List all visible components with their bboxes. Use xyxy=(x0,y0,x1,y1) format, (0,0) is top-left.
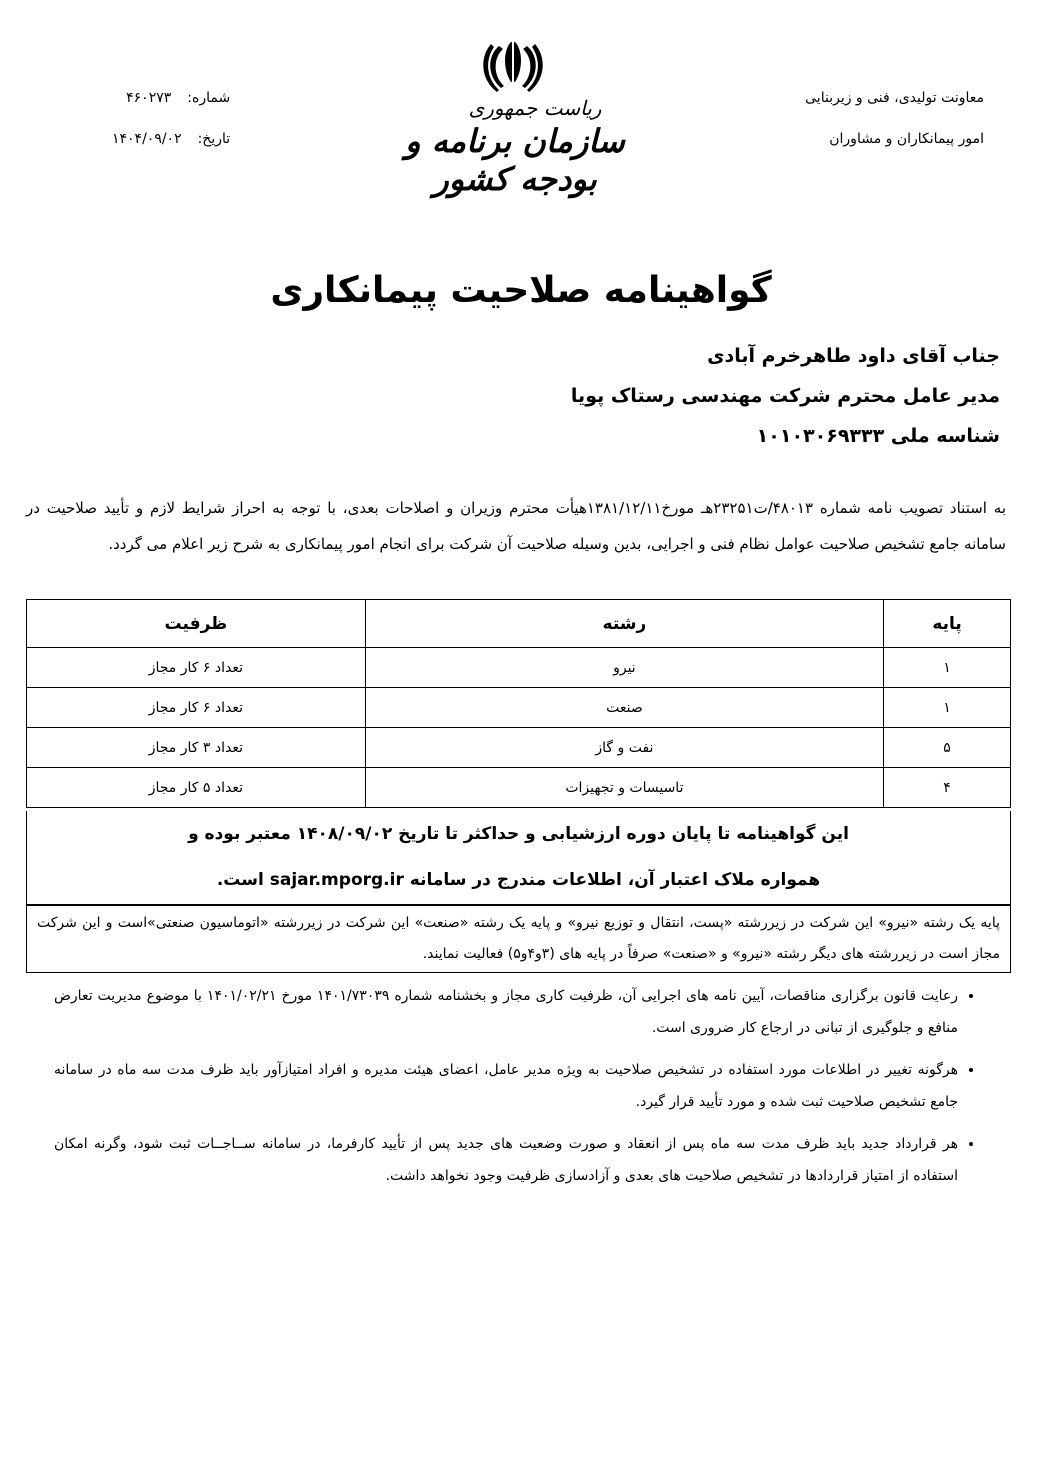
intro-paragraph: به استناد تصویب نامه شماره ۴۸۰۱۳/ت۲۳۲۵۱هـ مورخ۱۳۸۱/۱۲/۱۱هیأت محترم وزیران و اصلاحات بعدی، با توجه به احراز شرایط لازم و تأیید صلاحیت در سامانه جامع تشخیص صلاحیت عوامل نظام فنی و اجرایی، بدین وسیله صلاحیت آن شرکت برای انجام امور پیمانکاری به شرح زیر اعلام می گردد. xyxy=(26,499,1007,553)
list-item: • رعایت قانون برگزاری مناقصات، آیین نامه های اجرایی آن، ظرفیت کاری مجاز و بخشنامه شماره ۱۴۰۱/۷۳۰۳۹ مورخ ۱۴۰۱/۰۲/۲۱ با موضوع مدیریت تعارض منافع و جلوگیری از تبانی در ارجاع کار ضروری است. xyxy=(54,980,958,1044)
certificate-title: گواهینامه صلاحیت پیمانکاری xyxy=(270,270,772,311)
number-row xyxy=(112,78,230,119)
validity-notice xyxy=(26,811,1011,905)
recipient-position: مدیر عامل محترم شرکت مهندسی رستاک پویا xyxy=(570,385,1000,407)
column-header-capacity: ظرفیت xyxy=(27,600,366,648)
table-row xyxy=(27,648,1011,688)
recipient-name: جناب آقای داود طاهرخرم آبادی xyxy=(707,345,1000,367)
recipient-block xyxy=(571,336,1000,456)
capacity-cell: تعداد ۶ کار مجاز xyxy=(27,648,366,688)
iran-emblem-icon xyxy=(481,36,545,96)
qualification-table xyxy=(26,599,1011,808)
department-line-1: معاونت تولیدی، فنی و زیربنایی xyxy=(805,90,984,106)
remark-box: پایه یک رشته «نیرو» این شرکت در زیررشته «پست، انتقال و توزیع نیرو» و پایه یک رشته «صنعت» این شرکت در زیررشته «اتوماسیون صنعتی»است و این شرکت مجاز است در زیررشته های دیگر رشته «نیرو» و «صنعت» صرفاً در پایه های (۳و۴و۵) فعالیت نمایند. xyxy=(26,905,1011,973)
field-cell: نیرو xyxy=(365,648,883,688)
field-cell: تاسیسات و تجهیزات xyxy=(365,768,883,808)
list-item: • هرگونه تغییر در اطلاعات مورد استفاده در تشخیص صلاحیت به ویژه مدیر عامل، اعضای هیئت مدیره و افراد امتیازآور باید ظرف مدت سه ماه در سامانه جامع تشخیص صلاحیت ثبت شده و مورد تأیید قرار گیرد. xyxy=(54,1054,958,1118)
date-value: ۱۴۰۴/۰۹/۰۲ xyxy=(112,131,182,147)
department-block xyxy=(805,78,984,160)
table-header-row xyxy=(27,600,1011,648)
organization-name: سازمان برنامه و بودجه کشور xyxy=(405,122,625,198)
validity-notice-line-2: همواره ملاک اعتبار آن، اطلاعات مندرج در سامانه sajar.mporg.ir است. xyxy=(216,870,821,890)
recipient-national-id: شناسه ملی ۱۰۱۰۳۰۶۹۳۳۳ xyxy=(756,425,1000,447)
table-row xyxy=(27,728,1011,768)
list-item: • هر قرارداد جدید باید ظرف مدت سه ماه پس از انعقاد و صورت وضعیت های جدید پس از تأیید کارفرما، در سامانه ســاجــات ثبت شود، وگرنه امکان استفاده از امتیاز قراردادها در تشخیص صلاحیت های بعدی و آزادسازی ظرفیت وجود نخواهد داشت. xyxy=(54,1128,958,1192)
field-cell: نفت و گاز xyxy=(365,728,883,768)
grade-cell: ۱ xyxy=(884,648,1011,688)
reference-block xyxy=(112,78,230,160)
field-cell: صنعت xyxy=(365,688,883,728)
grade-cell: ۴ xyxy=(884,768,1011,808)
table-row xyxy=(27,688,1011,728)
capacity-cell: تعداد ۳ کار مجاز xyxy=(27,728,366,768)
organization-logo xyxy=(380,96,650,198)
table-row xyxy=(27,768,1011,808)
column-header-field: رشته xyxy=(365,600,883,648)
organization-subtitle: ریاست جمهوری xyxy=(468,96,602,120)
grade-cell: ۵ xyxy=(884,728,1011,768)
department-line-2: امور پیمانکاران و مشاوران xyxy=(829,131,984,147)
capacity-cell: تعداد ۵ کار مجاز xyxy=(27,768,366,808)
column-header-grade: پایه xyxy=(884,600,1011,648)
date-row xyxy=(112,119,230,160)
capacity-cell: تعداد ۶ کار مجاز xyxy=(27,688,366,728)
date-label: تاریخ: xyxy=(197,131,231,147)
number-value: ۴۶۰۲۷۳ xyxy=(126,90,172,106)
validity-notice-line-1: این گواهینامه تا پایان دوره ارزشیابی و حداکثر تا تاریخ ۱۴۰۸/۰۹/۰۲ معتبر بوده و xyxy=(188,824,849,844)
number-label: شماره: xyxy=(187,90,231,106)
conditions-list xyxy=(54,980,984,1202)
grade-cell: ۱ xyxy=(884,688,1011,728)
